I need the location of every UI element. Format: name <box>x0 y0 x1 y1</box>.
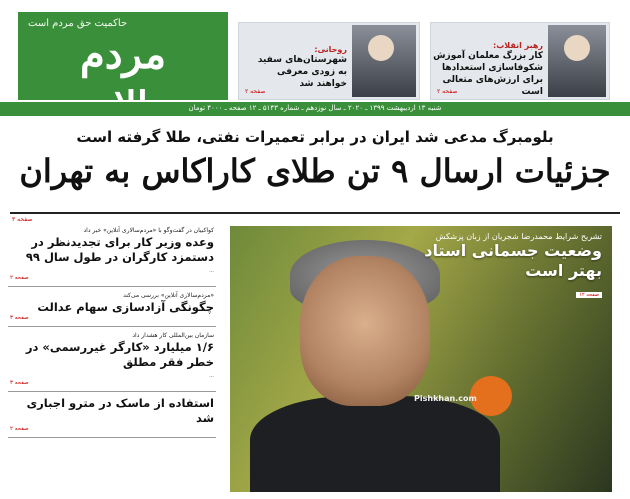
feature-photo-shirt <box>250 396 500 492</box>
story-page-ref: صفحه ۲ <box>10 275 29 281</box>
teaser-label: روحانی: <box>314 45 347 54</box>
story-title: استفاده از ماسک در مترو اجباری شد <box>26 396 214 425</box>
story-page-ref: صفحه ۲ <box>10 426 29 432</box>
headline-divider <box>10 212 620 214</box>
masthead <box>18 12 228 100</box>
feature-page-ref: صفحه ۱۲ <box>576 292 602 298</box>
teaser-page-ref: صفحه ۲ <box>245 88 266 95</box>
newspaper-name: مردم <box>79 31 167 78</box>
issue-info-strip: شنبه ۱۳ اردیبهشت ۱۳۹۹ ـ ۲۰۲۰ ـ سال نوزدهم ـ شماره ۵۱۴۳ ـ ۱۲ صفحه ـ ۴۰۰۰ تومان <box>0 102 630 116</box>
feature-caption <box>422 232 602 300</box>
story-title: ۱/۶ میلیارد «کارگر غیررسمی» در خطر فقر مطلق <box>25 340 214 369</box>
feature-kicker: تشریح شرایط محمدرضا شجریان از زبان پزشکش <box>435 232 602 241</box>
watermark: Pishkhan.com <box>414 394 477 403</box>
stories-column <box>8 222 216 492</box>
story-title: چگونگی آزادسازی سهام عدالت <box>37 300 214 314</box>
president-photo <box>352 25 416 97</box>
story-page-ref: صفحه ۳ <box>10 380 29 386</box>
teaser-president[interactable] <box>238 22 420 100</box>
teaser-leader[interactable] <box>430 22 610 100</box>
story-page-ref: صفحه ۳ <box>10 315 29 321</box>
feature-title: وضعیت جسمانی استاد بهتر است <box>424 241 602 280</box>
feature-photo-story[interactable] <box>230 226 612 492</box>
teaser-text: کار بزرگ معلمان آموزش شکوفاسازی استعدادها برای ارزش‌های متعالی است <box>433 51 543 97</box>
story-item[interactable] <box>8 327 216 392</box>
story-item[interactable] <box>8 287 216 327</box>
teaser-text: شهرستان‌های سفید به زودی معرفی خواهند شد <box>257 55 347 89</box>
story-title: وعده وزیر کار برای تجدیدنظر در دستمزد کارگران در طول سال ۹۹ <box>25 235 214 264</box>
lead-kicker: بلومبرگ مدعی شد ایران در برابر تعمیرات نفتی، طلا گرفته است <box>76 128 554 146</box>
feature-photo-face <box>300 256 430 406</box>
teaser-label: رهبر انقلاب: <box>493 41 543 50</box>
story-kicker: سازمان بین‌المللی کار هشدار داد <box>132 332 214 339</box>
teaser-page-ref: صفحه ۲ <box>437 88 458 95</box>
story-kicker: «مردم‌سالاری آنلاین» بررسی می‌کند <box>123 292 214 299</box>
lead-headline[interactable]: جزئیات ارسال ۹ تن طلای کاراکاس به تهران <box>19 152 611 190</box>
story-item[interactable] <box>8 222 216 287</box>
leader-photo <box>548 25 606 97</box>
story-body: ... <box>209 373 214 379</box>
story-kicker: کواکبیان در گفت‌وگو با «مردم‌سالاری آنلاین» خبر داد <box>83 227 214 234</box>
masthead-slogan: حاکمیت حق مردم است <box>28 18 128 29</box>
headline-page-ref: صفحه ۳ <box>12 216 33 223</box>
story-body: ... <box>209 268 214 274</box>
story-item[interactable] <box>8 392 216 438</box>
